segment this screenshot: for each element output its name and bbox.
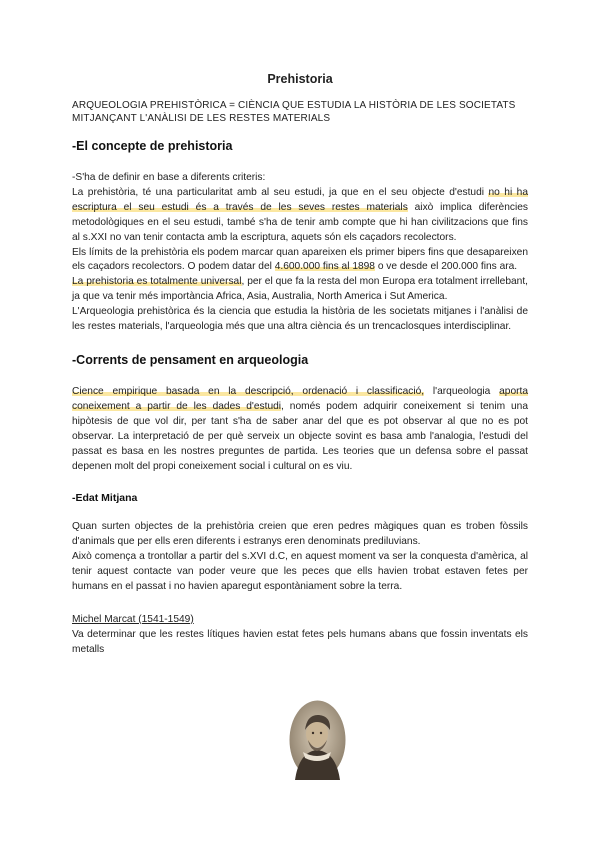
text-span: La prehistòria, té una particularitat amb al seu estudi, ja que en el seu objecte d'estudi xyxy=(72,186,489,198)
portrait-image xyxy=(289,700,346,780)
text-span: Els límits de la prehistòria els podem marcar quan apareixen els primer bipers fins que desapareixen els caçadors recolectors. O podem datar del xyxy=(72,246,528,273)
paragraph: Quan surten objectes de la prehistòria creien que eren pedres màgiques quan es troben fòssils d'animals que per ells eren diferents i estranys eren denominats prediluvians. xyxy=(72,521,528,548)
highlighted-text: no hi ha escriptura el seu estudi és a través de les seves restes materials xyxy=(72,186,528,213)
person-name: Michel Marcat (1541-1549) xyxy=(72,613,194,625)
portrait-engraving xyxy=(289,700,346,780)
paragraph: -S'ha de definir en base a diferents criteris: xyxy=(72,172,266,183)
paragraph: Va determinar que les restes lítiques havien estat fetes pels humans abans que fossin inventats els metalls xyxy=(72,628,528,655)
paragraph xyxy=(72,385,528,474)
text-span: això implica diferències metodològiques en el seu estudi, també s'ha de tenir amb compte que hi han civilitzacions que fins al s.XXI no van tenir contacta amb la escriptura, aquets són els caçadors recolectors. xyxy=(72,201,528,243)
document-page xyxy=(72,60,528,658)
section-heading-currents: -Corrents de pensament en arqueologia xyxy=(72,352,309,367)
text-span: , només podem adquirir coneixement si tenim una hipòtesis de que vol dir, per tant s'ha de saber anar del que es pot observar al que no es pot observar. La interpretació de per què serveix un objecte sovint es basa amb l'analogia, l'estudi del passat es basa en les nostres preguntes de partida. Les teories que un defensa sobre el passat depenen molt del propi coneixement social i cultural on es viu. xyxy=(72,400,529,472)
paragraph xyxy=(72,275,528,305)
highlighted-text: La prehistoria es totalmente universal xyxy=(72,276,242,288)
section-heading-concept: -El concepte de prehistoria xyxy=(72,139,233,153)
paragraph: L'Arqueologia prehistòrica és la ciencia que estudia la història de les societats mitjanes i l'anàlisi de les restes materials, l'arqueologia més que una altra ciència és un trencaclosques interdisciplinar. xyxy=(72,306,528,333)
paragraph: Això comença a trontollar a partir del s.XVI d.C, en aquest moment va ser la conquesta d'amèrica, al tenir aquest contacte van poder veure que les peces que ells havien trobat estaven fetes per humans en el passat i no havien aparegut espontàniament sobre la terra. xyxy=(72,551,528,593)
text-span: l'arqueologia xyxy=(424,385,500,397)
highlighted-text: Cience empirique basada en la descripció, ordenació i classificació, xyxy=(72,385,425,397)
page-subtitle: ARQUEOLOGIA PREHISTÒRICA = CIÈNCIA QUE ESTUDIA LA HISTÒRIA DE LES SOCIETATS MITJANÇANT L'ANÀLISI DE LES RESTES MATERIALS xyxy=(72,100,516,124)
section-heading-middle-ages: -Edat Mitjana xyxy=(72,492,138,505)
paragraph xyxy=(72,186,528,246)
paragraph xyxy=(72,246,528,276)
highlighted-text: aporta coneixement a partir de les dades d'estudi xyxy=(72,385,528,412)
text-span: , per el que fa la resta del mon Europa era totalment irrellebant, ja que va tenir més importància Africa, Asia, Australia, North America i Sut America. xyxy=(72,276,528,303)
page-title: Prehistoria xyxy=(267,72,333,86)
highlighted-text: 4.600.000 fins al 1898 xyxy=(274,261,375,273)
text-span: o ve desde el 200.000 fins ara. xyxy=(374,261,518,273)
